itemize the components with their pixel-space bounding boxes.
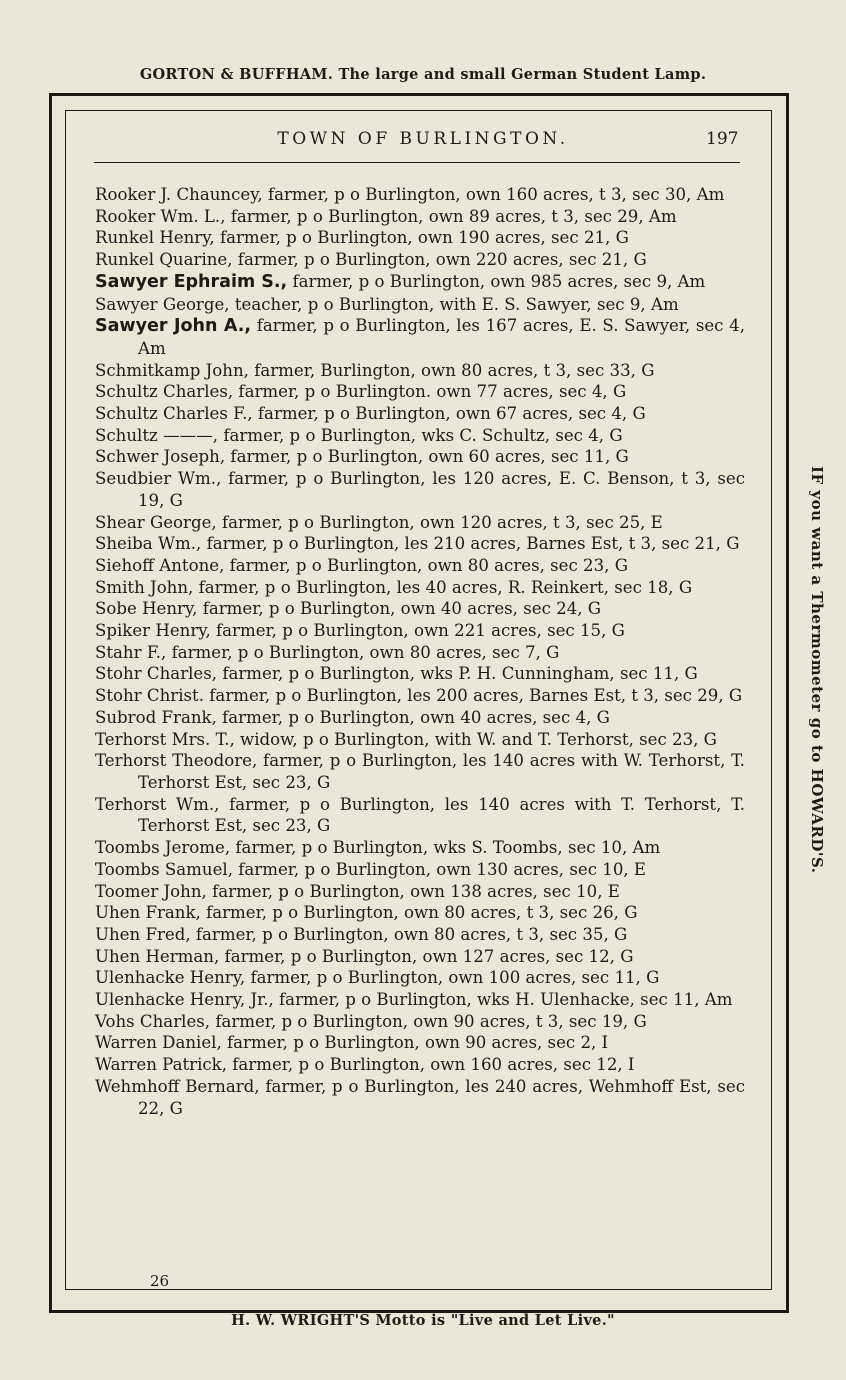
entry-name: Rooker Wm. L., bbox=[95, 206, 226, 226]
entry-details: farmer, p o Burlington, own 90 acres, sec 2, I bbox=[221, 1033, 609, 1053]
page-number: 197 bbox=[706, 129, 739, 149]
entry-name: Vohs Charles, bbox=[95, 1011, 211, 1031]
directory-entry bbox=[95, 989, 745, 1011]
directory-entry bbox=[95, 1054, 745, 1076]
entry-details: farmer, p o Burlington. own 77 acres, sec 4, G bbox=[233, 382, 627, 402]
entry-name: Schultz Charles F., bbox=[95, 404, 253, 424]
entry-name: Sheiba Wm., bbox=[95, 534, 202, 554]
entry-name: Sawyer Ephraim S., bbox=[95, 271, 288, 292]
directory-entry bbox=[95, 512, 745, 534]
signature-mark: 26 bbox=[150, 1272, 170, 1290]
side-advertisement: IF you want a Thermometer go to HOWARD'S. bbox=[808, 466, 826, 874]
directory-entry bbox=[95, 381, 745, 403]
entry-name: Toombs Samuel, bbox=[95, 859, 233, 879]
entry-name: Smith John, bbox=[95, 577, 194, 597]
entry-name: Schultz Charles, bbox=[95, 382, 234, 402]
directory-entry bbox=[95, 315, 745, 359]
entry-name: Subrod Frank, bbox=[95, 707, 217, 727]
entry-details: farmer, p o Burlington, own 138 acres, sec 10, E bbox=[206, 881, 620, 901]
entry-name: Rooker J. Chauncey, bbox=[95, 185, 263, 204]
entry-details: farmer, p o Burlington, own 130 acres, sec 10, E bbox=[233, 859, 647, 879]
entry-name: Terhorst Mrs. T., bbox=[95, 729, 235, 749]
entry-name: Sawyer George, bbox=[95, 294, 230, 314]
bottom-advertisement: H. W. WRIGHT'S Motto is "Live and Let Live." bbox=[231, 1312, 615, 1329]
entry-name: Schultz ———, bbox=[95, 425, 219, 445]
entry-details: farmer, p o Burlington, own 220 acres, sec 21, G bbox=[232, 250, 647, 270]
entry-name: Ulenhacke Henry, Jr., bbox=[95, 990, 274, 1010]
directory-entry bbox=[95, 1011, 745, 1033]
entry-name: Seudbier Wm., bbox=[95, 469, 222, 489]
entry-details: farmer, p o Burlington, own 160 acres, t 3, sec 30, Am bbox=[262, 185, 725, 204]
entry-name: Sobe Henry, bbox=[95, 599, 198, 619]
directory-entry bbox=[95, 859, 745, 881]
entry-details: farmer, p o Burlington, les 140 acres with W. Terhorst, T. Terhorst Est, sec 23, G bbox=[138, 751, 746, 792]
entry-name: Stohr Charles, bbox=[95, 664, 218, 684]
directory-entry bbox=[95, 446, 745, 468]
entry-details: farmer, p o Burlington, own 80 acres, t 3, sec 35, G bbox=[190, 924, 628, 944]
entry-details: farmer, p o Burlington, own 127 acres, sec 12, G bbox=[219, 946, 634, 966]
entry-details: farmer, p o Burlington, own 985 acres, sec 9, Am bbox=[287, 271, 706, 291]
directory-entry bbox=[95, 750, 745, 793]
entry-details: farmer, p o Burlington, wks S. Toombs, sec 10, Am bbox=[230, 838, 661, 858]
directory-entries bbox=[95, 184, 745, 1119]
entry-details: farmer, p o Burlington, own 80 acres, t 3, sec 26, G bbox=[200, 903, 638, 923]
entry-name: Spiker Henry, bbox=[95, 621, 211, 641]
entry-name: Terhorst Theodore, bbox=[95, 751, 258, 771]
entry-name: Stohr Christ. bbox=[95, 686, 205, 706]
directory-entry bbox=[95, 294, 745, 316]
entry-details: farmer, p o Burlington, own 67 acres, sec 4, G bbox=[252, 404, 646, 424]
entry-name: Toombs Jerome, bbox=[95, 838, 231, 858]
directory-entry bbox=[95, 1032, 745, 1054]
directory-entry bbox=[95, 620, 745, 642]
entry-details: farmer, p o Burlington, les 140 acres with T. Terhorst, T. Terhorst Est, sec 23, G bbox=[138, 794, 745, 836]
entry-details: farmer, Burlington, own 80 acres, t 3, sec 33, G bbox=[248, 360, 655, 380]
page-title: TOWN OF BURLINGTON. bbox=[277, 129, 569, 149]
entry-name: Toomer John, bbox=[95, 881, 207, 901]
directory-entry bbox=[95, 184, 745, 206]
entry-details: farmer, p o Burlington, own 190 acres, sec 21, G bbox=[214, 228, 629, 248]
header-divider bbox=[94, 162, 740, 163]
directory-entry bbox=[95, 360, 745, 382]
directory-entry bbox=[95, 663, 745, 685]
top-advertisement: GORTON & BUFFHAM. The large and small German Student Lamp. bbox=[139, 66, 707, 83]
directory-entry bbox=[95, 902, 745, 924]
directory-entry bbox=[95, 271, 745, 294]
directory-entry bbox=[95, 685, 745, 707]
directory-entry bbox=[95, 249, 745, 271]
directory-entry bbox=[95, 837, 745, 859]
directory-entry bbox=[95, 468, 745, 511]
entry-details: farmer, p o Burlington, own 80 acres, sec 7, G bbox=[166, 642, 560, 662]
entry-details: farmer, p o Burlington, wks C. Schultz, sec 4, G bbox=[218, 425, 623, 445]
entry-name: Schwer Joseph, bbox=[95, 447, 226, 467]
directory-entry bbox=[95, 642, 745, 664]
directory-entry bbox=[95, 403, 745, 425]
directory-entry bbox=[95, 555, 745, 577]
entry-details: farmer, p o Burlington, own 40 acres, sec 24, G bbox=[197, 599, 602, 619]
directory-entry bbox=[95, 924, 745, 946]
entry-details: farmer, p o Burlington, own 89 acres, t 3, sec 29, Am bbox=[225, 206, 677, 226]
entry-name: Uhen Fred, bbox=[95, 924, 191, 944]
entry-name: Warren Patrick, bbox=[95, 1055, 227, 1075]
entry-name: Wehmhoff Bernard, bbox=[95, 1076, 260, 1096]
entry-details: farmer, p o Burlington, own 160 acres, sec 12, I bbox=[227, 1055, 635, 1075]
entry-details: farmer, p o Burlington, les 200 acres, Barnes Est, t 3, sec 29, G bbox=[204, 686, 743, 706]
entry-name: Shear George, bbox=[95, 512, 217, 532]
entry-details: farmer, p o Burlington, les 120 acres, E. C. Benson, t 3, sec 19, G bbox=[138, 469, 745, 510]
entry-name: Terhorst Wm., bbox=[95, 794, 220, 814]
entry-details: farmer, p o Burlington, own 221 acres, sec 15, G bbox=[210, 621, 625, 641]
entry-details: farmer, p o Burlington, wks H. Ulenhacke, sec 11, Am bbox=[273, 990, 733, 1010]
directory-entry bbox=[95, 425, 745, 447]
entry-details: farmer, p o Burlington, les 240 acres, Wehmhoff Est, sec 22, G bbox=[138, 1076, 745, 1118]
directory-entry bbox=[95, 794, 745, 837]
entry-name: Stahr F., bbox=[95, 642, 167, 662]
entry-name: Uhen Herman, bbox=[95, 946, 220, 966]
entry-name: Warren Daniel, bbox=[95, 1033, 222, 1053]
directory-entry bbox=[95, 729, 745, 751]
entry-details: widow, p o Burlington, with W. and T. Terhorst, sec 23, G bbox=[234, 729, 717, 749]
entry-name: Siehoff Antone, bbox=[95, 555, 225, 575]
entry-name: Runkel Quarine, bbox=[95, 250, 233, 270]
directory-entry bbox=[95, 1076, 745, 1119]
directory-entry bbox=[95, 881, 745, 903]
entry-details: farmer, p o Burlington, les 210 acres, Barnes Est, t 3, sec 21, G bbox=[201, 534, 740, 554]
entry-name: Runkel Henry, bbox=[95, 228, 215, 248]
entry-name: Schmitkamp John, bbox=[95, 360, 249, 380]
entry-name: Sawyer John A., bbox=[95, 316, 252, 337]
directory-entry bbox=[95, 598, 745, 620]
entry-details: farmer, p o Burlington, own 40 acres, sec 4, G bbox=[216, 707, 610, 727]
entry-details: farmer, p o Burlington, wks P. H. Cunningham, sec 11, G bbox=[217, 664, 698, 684]
entry-details: farmer, p o Burlington, own 100 acres, sec 11, G bbox=[245, 968, 660, 988]
entry-details: farmer, p o Burlington, les 167 acres, E. S. Sawyer, sec 4, Am bbox=[138, 316, 745, 358]
entry-details: farmer, p o Burlington, own 80 acres, sec 23, G bbox=[224, 555, 628, 575]
entry-details: farmer, p o Burlington, les 40 acres, R. Reinkert, sec 18, G bbox=[193, 577, 693, 597]
directory-entry bbox=[95, 967, 745, 989]
directory-entry bbox=[95, 227, 745, 249]
directory-entry bbox=[95, 533, 745, 555]
entry-details: teacher, p o Burlington, with E. S. Sawyer, sec 9, Am bbox=[229, 294, 679, 314]
entry-name: Ulenhacke Henry, bbox=[95, 968, 246, 988]
directory-entry bbox=[95, 577, 745, 599]
entry-name: Uhen Frank, bbox=[95, 903, 201, 923]
entry-details: farmer, p o Burlington, own 90 acres, t 3, sec 19, G bbox=[210, 1011, 647, 1031]
directory-entry bbox=[95, 206, 745, 228]
directory-entry bbox=[95, 707, 745, 729]
directory-entry bbox=[95, 946, 745, 968]
entry-details: farmer, p o Burlington, own 120 acres, t 3, sec 25, E bbox=[216, 512, 663, 532]
entry-details: farmer, p o Burlington, own 60 acres, sec 11, G bbox=[225, 447, 629, 467]
